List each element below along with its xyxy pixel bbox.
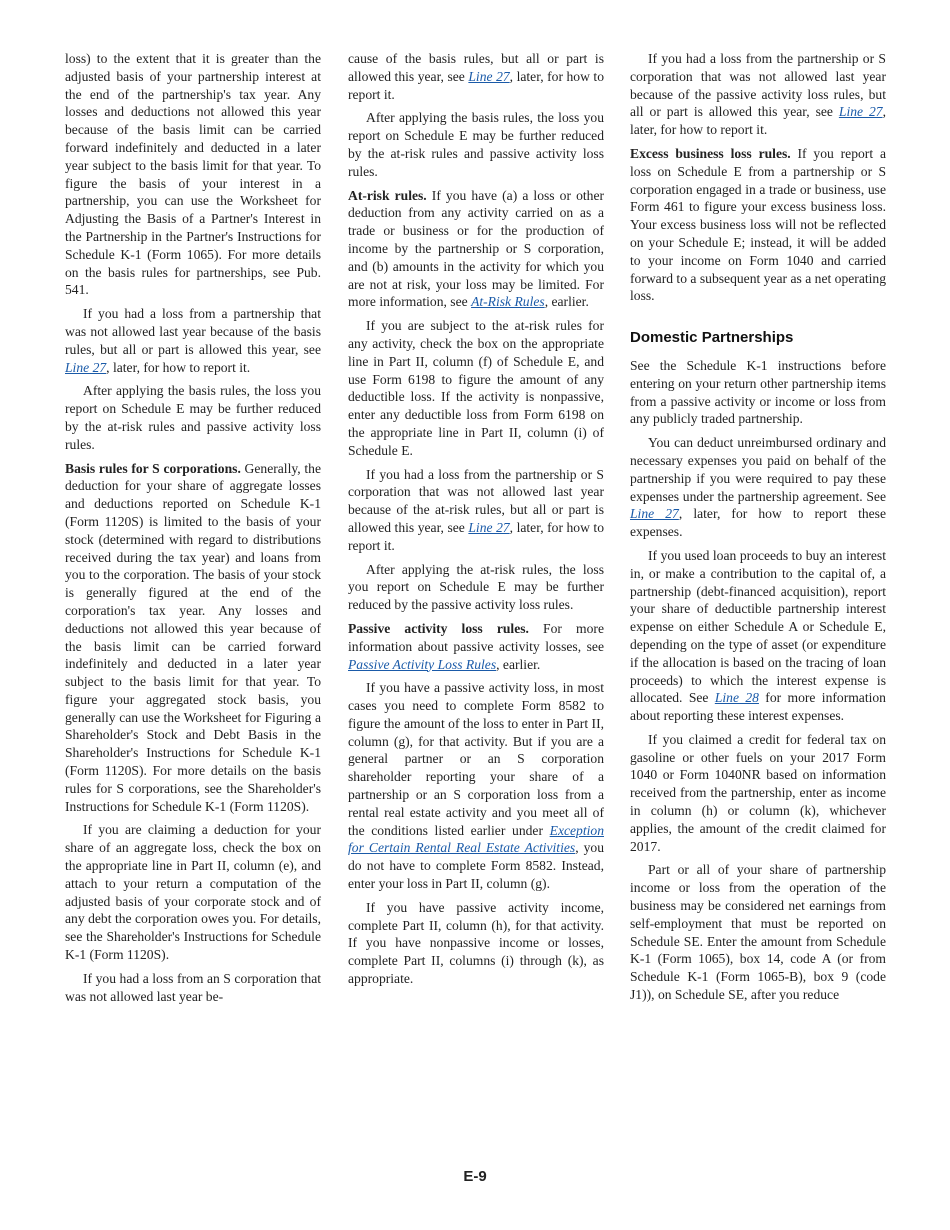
line-27-link[interactable]: Line 27 xyxy=(468,68,510,84)
exception-rental-real-estate-link[interactable]: Exception for Certain Rental Real Estate Activities xyxy=(348,822,604,856)
line-27-link[interactable]: Line 27 xyxy=(65,359,107,375)
at-risk-rules-link[interactable]: At-Risk Rules xyxy=(471,294,545,310)
paragraph: At-risk rules. If you have (a) a loss or other deduction from any activity carried on as a trade or business or for the production of income by the partnership or S corporation, and (b) amounts in the activity for which you are not at risk, your loss may be limited. For more information, see At-Risk Rules, earlier. xyxy=(348,187,604,310)
paragraph: cause of the basis rules, but all or part is allowed this year, see Line 27, later, for how to report it. xyxy=(348,51,604,102)
run-in-heading: Passive activity loss rules. xyxy=(348,620,529,636)
paragraph: If you have a passive activity loss, in most cases you need to complete Form 8582 to figure the amount of the loss to enter in Part II, column (g), for that activity. But if you are a general partner or an S corporation shareholder reporting your share of a partnership or an S corporation loss from a rental real estate activity and you meet all of the conditions listed earlier under Exception for Certain Rental Real Estate Activities, you do not have to complete Form 8582. Instead, enter your loss in Part II, column (g). xyxy=(348,680,604,892)
paragraph: After applying the at-risk rules, the loss you report on Schedule E may be further reduced by the passive activity loss rules. xyxy=(348,561,604,613)
paragraph: If you had a loss from an S corporation that was not allowed last year be- xyxy=(65,970,321,1004)
run-in-heading: Basis rules for S corporations. xyxy=(65,460,241,476)
paragraph: If you had a loss from a partnership that was not allowed last year because of the basis rules, but all or part is allowed this year, see Line 27, later, for how to report it. xyxy=(65,306,321,375)
paragraph: After applying the basis rules, the loss you report on Schedule E may be further reduced by the at-risk rules and passive activity loss rules. xyxy=(65,383,321,452)
column-right xyxy=(630,50,886,1010)
paragraph: If you have passive activity income, complete Part II, column (h), for that activity. If you have nonpassive income or losses, complete Part II, columns (i) through (k), as appropriate. xyxy=(348,899,604,987)
line-27-link[interactable]: Line 27 xyxy=(630,506,679,522)
passive-activity-loss-rules-link[interactable]: Passive Activity Loss Rules xyxy=(348,656,497,672)
paragraph: See the Schedule K-1 instructions before entering on your return other partnership items from a passive activity or income or loss from any publicly traded partnership. xyxy=(630,357,886,427)
page-number: E-9 xyxy=(463,1168,487,1185)
line-28-link[interactable]: Line 28 xyxy=(714,690,759,706)
column-left xyxy=(65,50,321,1011)
paragraph: Part or all of your share of partnership income or loss from the operation of the business may be considered net earnings from self-employment that must be reported on Schedule SE. Enter the amount from Schedule K-1 (Form 1065), box 14, code A (or from Schedule K-1 (Form 1065-B), box 9 (code J1)), on Schedule SE, after you reduce xyxy=(630,862,886,1003)
paragraph: After applying the basis rules, the loss you report on Schedule E may be further reduced by the at-risk rules and passive activity loss rules. xyxy=(348,110,604,179)
paragraph: If you are claiming a deduction for your share of an aggregate loss, check the box on the appropriate line in Part II, column (e), and attach to your return a computation of the adjusted basis of your corporate stock and of any debt the corporation owes you. For details, see the Shareholder's Instructions for Schedule K-1 (Form 1120S). xyxy=(65,822,321,963)
run-in-heading: At-risk rules. xyxy=(348,187,427,203)
paragraph: Excess business loss rules. If you report a loss on Schedule E from a partnership or S corporation engaged in a trade or business, use Form 461 to figure your excess business loss. Your excess business loss will not be reflected on your Schedule E; instead, it will be added to your income on Form 1040 and carried forward to a subsequent year as a net operating loss. xyxy=(630,145,886,304)
run-in-heading: Excess business loss rules. xyxy=(630,145,791,161)
paragraph: If you claimed a credit for federal tax on gasoline or other fuels on your 2017 Form 1040 or Form 1040NR based on information received from the partnership, enter as income in column (h) or column (k), whichever applies, the amount of the credit claimed for 2017. xyxy=(630,731,886,854)
paragraph: Passive activity loss rules. For more information about passive activity losses, see Passive Activity Loss Rules, earlier. xyxy=(348,620,604,672)
paragraph: If you used loan proceeds to buy an interest in, or make a contribution to the capital of, a partnership (debt-financed acquisition), report your share of deductible partnership interest expense on either Schedule A or Schedule E, depending on the type of asset (or expenditure if the allocation is based on the tracing of loan proceeds) to which the interest expense is allocated. See Line 28 for more information about reporting these interest expenses. xyxy=(630,547,886,724)
paragraph: If you had a loss from the partnership or S corporation that was not allowed last year because of the at-risk rules, but all or part is allowed this year, see Line 27, later, for how to report it. xyxy=(348,466,604,553)
section-heading: Domestic Partnerships xyxy=(630,329,794,347)
line-27-link[interactable]: Line 27 xyxy=(838,104,883,120)
paragraph: Basis rules for S corporations. Generally, the deduction for your share of aggregate losses and deductions reported on Schedule K-1 (Form 1120S) is limited to the basis of your stock (determined with regard to distributions received during the tax year) and loans from you to the corporation. The basis of your stock is generally figured at the end of the corporation's tax year. Any losses and deductions not allowed this year because of the basis limit can be carried forward indefinitely and deducted in a later year subject to the basis limit for that year. To figure your aggregated stock basis, you generally can use the Worksheet for Figuring a Shareholder's Stock and Debt Basis in the Shareholder's Instructions for Schedule K-1 (Form 1120S). For more details on the basis rules for S corporations, see the Shareholder's Instructions for Schedule K-1 (Form 1120S). xyxy=(65,460,321,814)
paragraph: loss) to the extent that it is greater than the adjusted basis of your partnership interest at the end of the partnership's tax year. Any losses and deductions not allowed this year because of the basis limit can be carried forward indefinitely and deducted in a later year subject to the basis limit for that year. To figure the basis of your interest in a partnership, you can use the Worksheet for Adjusting the Basis of a Partner's Interest in the Partnership in the Partner's Instructions for Schedule K-1 (Form 1065). For more details on the basis rules for partnerships, see Pub. 541. xyxy=(65,51,321,298)
paragraph: If you are subject to the at-risk rules for any activity, check the box on the appropriate line in Part II, column (f) of Schedule E, and use Form 6198 to figure the amount of any deductible loss. If the activity is nonpassive, enter any deductible loss from Form 6198 on the appropriate line in Part II, column (i) of Schedule E. xyxy=(348,318,604,458)
line-27-link[interactable]: Line 27 xyxy=(468,519,510,535)
paragraph: If you had a loss from the partnership or S corporation that was not allowed last year because of the passive activity loss rules, but all or part is allowed this year, see Line 27, later, for how to report it. xyxy=(630,51,886,138)
column-middle xyxy=(348,50,604,994)
paragraph: You can deduct unreimbursed ordinary and necessary expenses you paid on behalf of the partnership if you were required to pay these expenses under the partnership agreement. See Line 27, later, for how to report these expenses. xyxy=(630,435,886,540)
